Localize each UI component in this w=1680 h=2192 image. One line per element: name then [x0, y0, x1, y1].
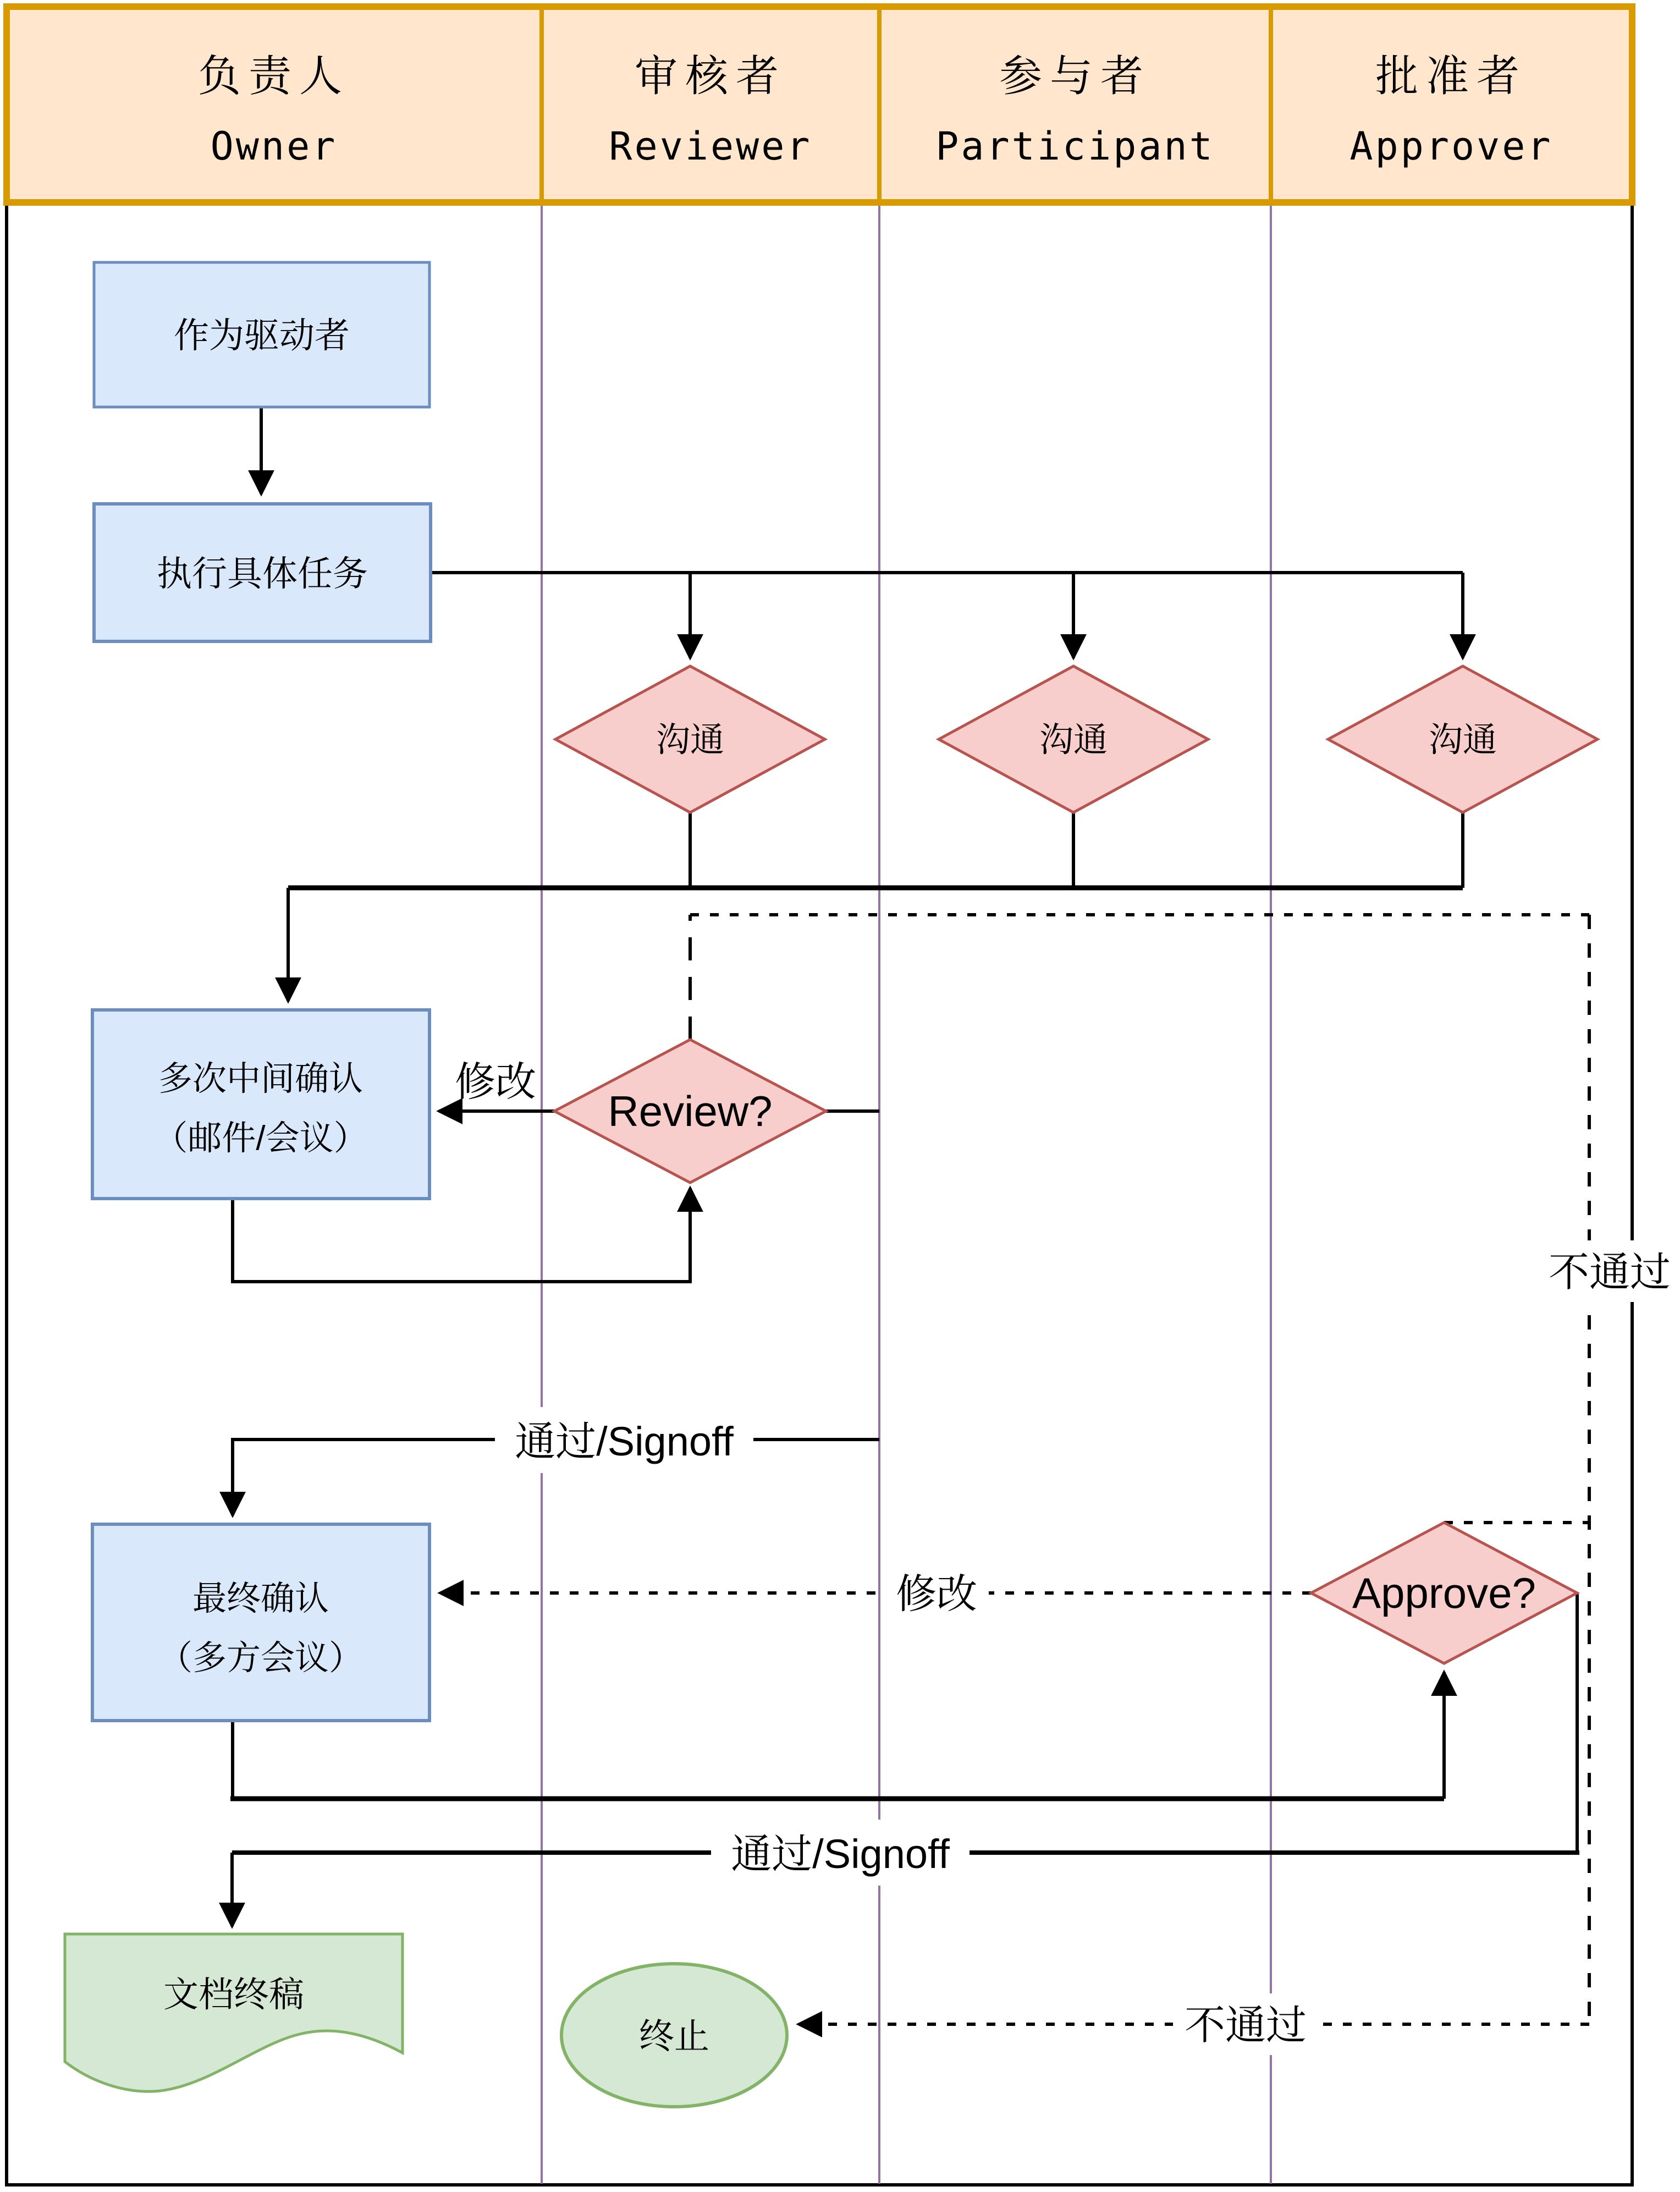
lane-title-approver-en: Approver	[1349, 124, 1553, 169]
lane-title-approver-zh: 批准者	[1375, 52, 1528, 101]
lane-title-reviewer-en: Reviewer	[609, 124, 812, 169]
comm-reviewer-label: 沟通	[656, 721, 725, 759]
execute-label: 执行具体任务	[157, 554, 368, 594]
lane-title-participant-zh: 参与者	[999, 52, 1152, 101]
final-confirm-label-line1: 最终确认	[192, 1580, 329, 1618]
comm-participant-label: 沟通	[1039, 721, 1108, 759]
driver-label: 作为驱动者	[174, 316, 350, 355]
edge-label-modify-review: 修改	[455, 1059, 536, 1105]
lane-title-participant-en: Participant	[935, 124, 1215, 169]
edge-label-modify-approve: 修改	[896, 1571, 977, 1617]
mid-confirm-box	[92, 1010, 429, 1199]
node-final-confirm	[92, 1524, 429, 1721]
node-mid-confirm	[92, 1010, 429, 1199]
node-terminate	[561, 1964, 787, 2107]
node-driver	[94, 262, 429, 407]
lane-title-reviewer-zh: 审核者	[634, 52, 787, 101]
review-label: Review?	[608, 1087, 773, 1135]
final-confirm-box	[92, 1524, 429, 1721]
lane-title-owner-zh: 负责人	[197, 52, 350, 101]
edge-label-pass-signoff-1: 通过/Signoff	[515, 1419, 734, 1464]
mid-confirm-label-line1: 多次中间确认	[158, 1060, 363, 1098]
lane-title-owner-en: Owner	[210, 124, 338, 169]
edge-label-fail-bottom: 不通过	[1185, 2002, 1307, 2048]
comm-approver-label: 沟通	[1428, 721, 1497, 759]
node-execute	[94, 504, 431, 641]
swimlane-header	[7, 7, 1632, 202]
mid-confirm-label-line2: （邮件/会议）	[153, 1119, 368, 1157]
terminate-label: 终止	[639, 2017, 709, 2056]
header-band	[7, 7, 1632, 202]
final-confirm-label-line2: （多方会议）	[158, 1639, 363, 1677]
edge-label-pass-signoff-2: 通过/Signoff	[731, 1831, 950, 1877]
final-doc-label: 文档终稿	[163, 1975, 304, 2014]
edge-label-fail-top: 不通过	[1549, 1249, 1671, 1295]
approve-label: Approve?	[1352, 1569, 1536, 1617]
